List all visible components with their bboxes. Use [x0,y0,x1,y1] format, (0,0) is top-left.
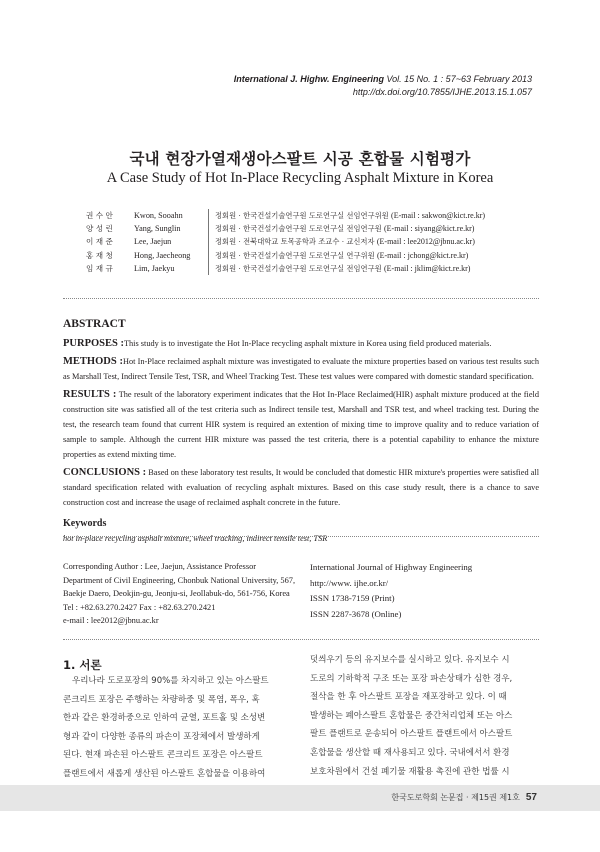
author-name-english: Kwon, Sooahn [134,211,183,220]
author-name-korean: 권 수 안 [86,211,113,220]
journal-info-url[interactable]: http://www. ijhe.or.kr/ [310,577,389,588]
author-affiliation: 정회원 · 전북대학교 토목공학과 조교수 · 교신저자 [215,237,375,247]
journal-name: International J. Highw. Engineering [233,74,384,84]
page-footer [391,792,537,803]
body-line: 절삭을 한 후 아스팔트 포장을 재포장하고 있다. 이 때 [310,692,507,703]
body-line: 콘크리트 포장은 주행하는 차량하중 및 폭염, 폭우, 혹 [63,694,260,705]
section-divider [63,298,539,299]
corr-email[interactable]: e-mail : lee2012@jbnu.ac.kr [63,616,159,625]
author-name-english: Lee, Jaejun [134,237,172,247]
author-divider [208,235,209,248]
author-divider [208,209,209,222]
author-affiliation: 정회원 · 한국건설기술연구원 도로연구실 연구위원 [215,250,375,260]
conclusions-label: CONCLUSIONS : [63,467,147,478]
results-text: The result of the laboratory experiment indicates that the Hot In-Place Reclaimed(HIR) asphalt mixture produced at the field construction site was satisfied all of the test criteria such as Indirect tensile test, Marshall and TSR test, and wheel tracking test. During the test, the research team found that current HIR system is required an extention of mixing time to improve quality and to reduce variation of sample to sample. Although the current HIR mixture was passed the test criteria, there is a potential capability to enhance the mixture properties as extend mixting time. [63,390,539,459]
section-divider [63,536,539,537]
author-divider [208,262,209,275]
author-email[interactable]: (E-mail : jchong@kict.re.kr) [376,250,469,260]
keywords-text: hot in-place recycling asphalt mixture, wheel tracking, indirect tensile test, TSR [63,534,328,543]
keywords-heading: Keywords [63,518,107,529]
author-email[interactable]: (E-mail : sakwon@kict.re.kr) [391,211,486,220]
author-name-korean: 양 성 린 [86,224,113,234]
conclusions-text: Based on these laboratory test results, It would be concluded that domestic HIR mixture's properties were satisfied all standard specification related with evaluation of recycling asphalt mixtures. Based on this case study result, there is a chance to save construction cost and increase the usage of reclaimed asphalt concrete in the future. [63,468,539,507]
body-line: 발생하는 폐아스팔트 혼합물은 중간처리업체 또는 아스 [310,710,513,721]
author-row [86,249,485,262]
body-line: 우리나라 도로포장의 90%를 차지하고 있는 아스팔트 [72,676,269,686]
author-affiliation: 정회원 · 한국건설기술연구원 도로연구실 전임연구원 [215,224,382,234]
methods-label: METHODS : [63,356,123,367]
abstract-section [63,317,539,546]
corr-line: Department of Civil Engineering, Chonbuk National University, 567, [63,575,296,585]
body-line: 플랜트에서 새롭게 생산된 아스팔트 혼합물을 이용하여 [63,768,266,779]
body-line: 된다. 현재 파손된 아스팔트 콘크리트 포장은 아스팔트 [63,750,263,761]
purposes-text: This study is to investigate the Hot In-Place recycling asphalt mixture in Korea using field produced materials. [123,339,492,348]
corr-line: Corresponding Author : Lee, Jaejun, Assistance Professor [63,562,257,571]
abstract-heading: ABSTRACT [63,318,126,330]
intro-left-column [63,672,299,784]
journal-info-issn-online: ISSN 2287-3678 (Online) [310,608,402,619]
section-divider [63,639,539,640]
abstract-purposes [63,336,539,351]
paper-title-korean: 국내 현장가열재생아스팔트 시공 혼합물 시험평가 [129,150,471,168]
author-name-english: Yang, Sunglin [134,224,181,234]
author-email[interactable]: (E-mail : jklim@kict.re.kr) [384,263,471,273]
author-list [86,209,485,275]
author-row [86,222,485,235]
journal-volume: Vol. 15 No. 1 : 57~63 February 2013 [386,74,532,84]
body-line: 덧씌우기 등의 유지보수를 실시하고 있다. 유지보수 시 [310,655,510,665]
intro-right-column [310,651,540,781]
author-name-korean: 임 재 규 [86,263,113,273]
author-name-korean: 이 재 준 [86,237,113,247]
author-email[interactable]: (E-mail : siyang@kict.re.kr) [384,224,475,234]
author-row [86,235,485,248]
doi-link[interactable]: http://dx.doi.org/10.7855/IJHE.2013.15.1.057 [352,87,532,97]
journal-info-name: International Journal of Highway Engineering [310,562,473,572]
results-label: RESULTS : [63,389,117,400]
author-divider [208,222,209,235]
journal-header [234,73,532,99]
paper-title-english: A Case Study of Hot In-Place Recycling Asphalt Mixture in Korea [106,170,494,186]
author-row [86,262,485,275]
body-line: 한과 같은 환경하중으로 인하여 균열, 포트홀 및 소성변 [63,713,266,724]
abstract-conclusions [63,465,539,510]
journal-info-block [310,560,540,622]
corr-line: Tel : +82.63.270.2427 Fax : +82.63.270.2421 [63,602,216,612]
author-affiliation: 정회원 · 한국건설기술연구원 도로연구실 선임연구위원 [215,211,389,220]
intro-heading: 1. 서론 [63,658,102,672]
author-name-english: Hong, Jaecheong [134,250,191,260]
abstract-methods [63,354,539,384]
author-email[interactable]: (E-mail : lee2012@jbnu.ac.kr) [376,237,475,247]
methods-text: Hot In-Place reclaimed asphalt mixture was investigated to evaluate the mixture properties based on various test results such as Marshall Test, Indirect Tensile Test, TSR, and Wheel Tracking Test. These test values were compared with domestic standard specification. [63,357,540,381]
author-affiliation: 정회원 · 한국건설기술연구원 도로연구실 전임연구원 [215,263,382,273]
page-number: 57 [525,792,537,803]
author-name-korean: 홍 재 청 [86,250,113,260]
author-divider [208,249,209,262]
body-line: 팔트 플랜트로 운송되어 아스팔트 플랜트에서 아스팔트 [310,729,513,740]
author-name-english: Lim, Jaekyu [134,263,175,273]
author-row [86,209,485,222]
body-line: 형과 같이 다양한 종류의 파손이 포장체에서 발생하게 [63,731,260,742]
body-line: 도로의 기하학적 구조 또는 포장 파손상태가 심한 경우, [310,673,513,684]
corr-line: Baekje Daero, Deokjin-gu, Jeonju-si, Jeollabuk-do, 561-756, Korea [63,589,290,598]
body-line: 혼합물을 생산할 때 재사용되고 있다. 국내에서서 환경 [310,747,510,758]
body-line: 보호차원에서 건설 폐기물 재활용 촉진에 관한 법률 시 [310,766,510,777]
corresponding-author-block [63,560,303,628]
purposes-label: PURPOSES : [63,338,124,349]
footer-journal-text: 한국도로학회 논문집 · 제15권 제1호 [391,793,520,802]
abstract-results [63,387,539,462]
journal-info-issn-print: ISSN 1738-7159 (Print) [310,593,395,603]
